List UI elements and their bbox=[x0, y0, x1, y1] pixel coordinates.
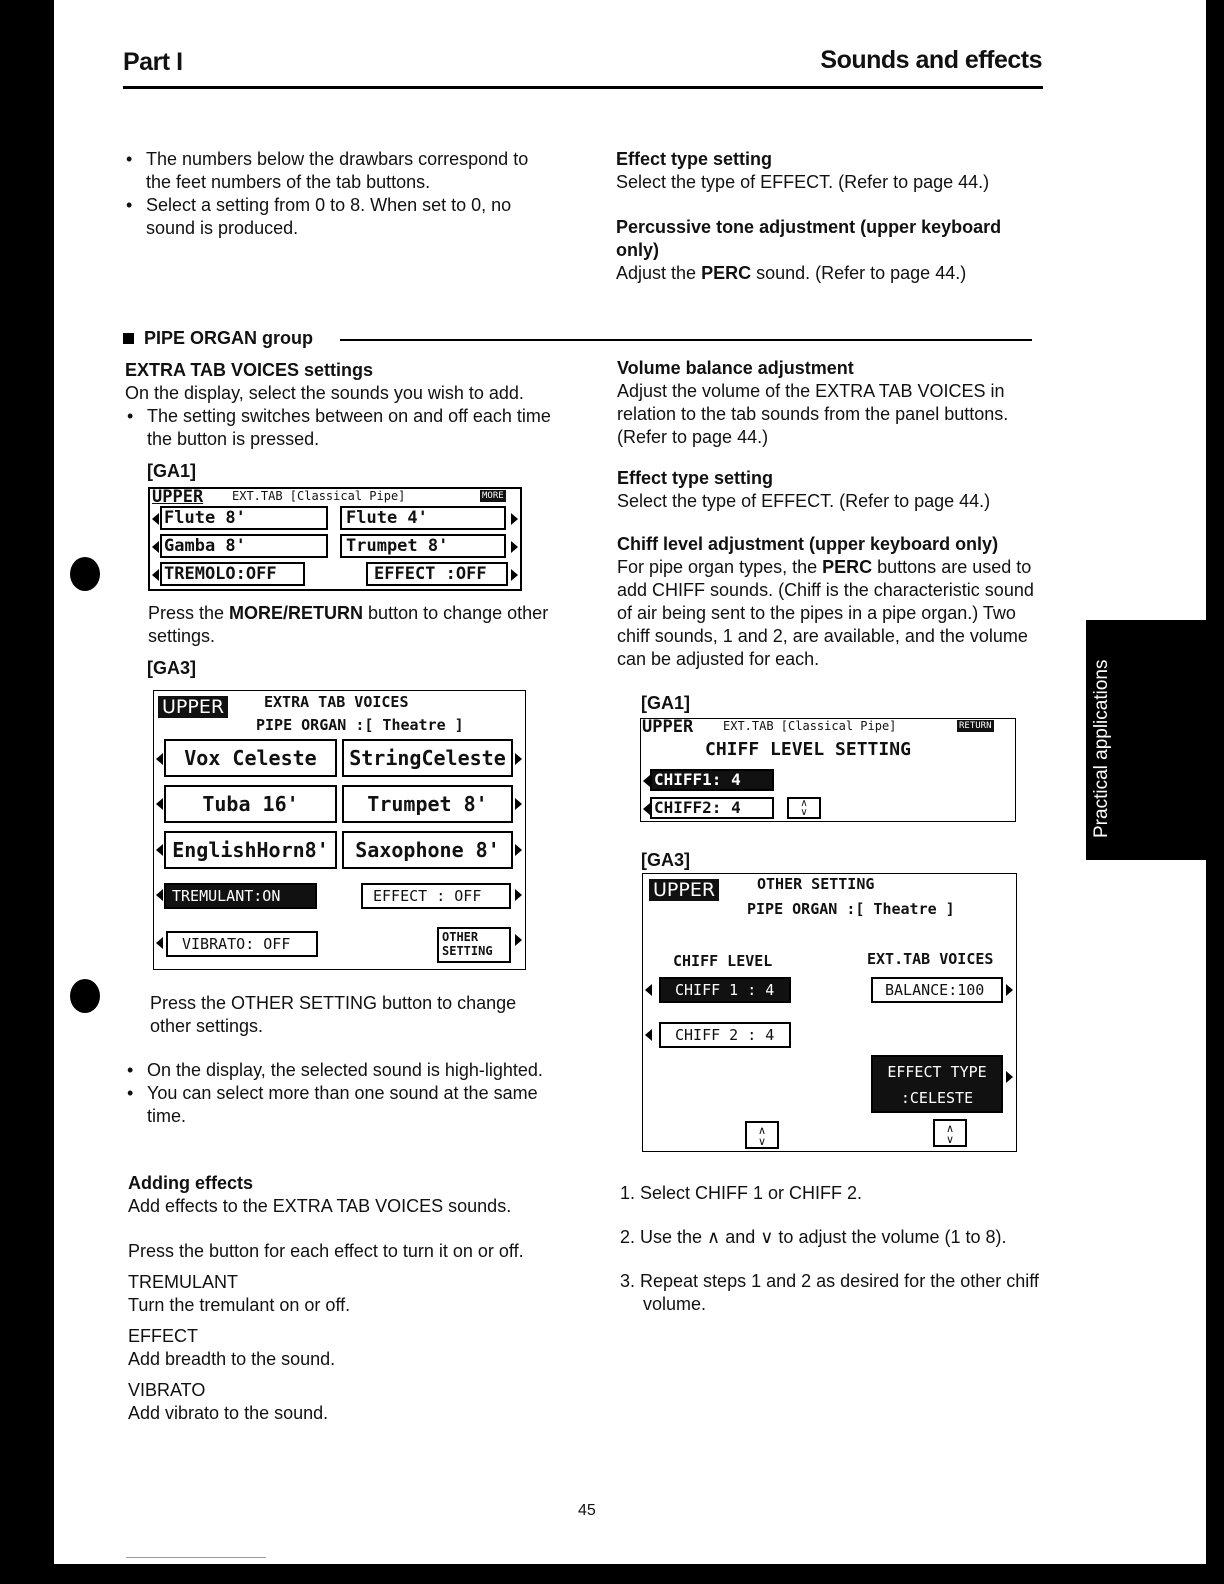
step-item: 2. Use the ∧ and ∨ to adjust the volume (1 to 8). bbox=[620, 1227, 1007, 1247]
effect-text: Select the type of EFFECT. (Refer to page 44.) bbox=[617, 491, 991, 511]
top-left-bullets bbox=[124, 148, 554, 240]
voice-button-vox-celeste[interactable]: Vox Celeste bbox=[164, 739, 337, 777]
lcd-ga3-other-setting bbox=[642, 873, 1017, 1152]
left-arrow-icon bbox=[643, 803, 650, 815]
square-bullet-icon bbox=[123, 333, 134, 344]
bullet-item: • Select a setting from 0 to 8. When set to 0, no sound is produced. bbox=[124, 194, 554, 240]
right-arrow-icon bbox=[1006, 1071, 1013, 1083]
page-frame-right bbox=[1206, 0, 1224, 1584]
chiff-text-b: buttons are used to add CHIFF sounds. (Chiff is the characteristic sound of air being sent to the pipes in a pipe organ.) Two chiff sounds, 1 and 2, are available, and the volume can be adjusted for each. bbox=[617, 557, 1034, 669]
vibrato-term: VIBRATO bbox=[128, 1380, 206, 1400]
page-frame-bottom bbox=[0, 1564, 1224, 1584]
lcd-title: OTHER SETTING bbox=[757, 875, 875, 893]
voice-button-string-celeste[interactable]: StringCeleste bbox=[342, 739, 513, 777]
vol-heading: Volume balance adjustment bbox=[617, 358, 854, 378]
left-arrow-icon bbox=[645, 1029, 652, 1041]
lcd-ext-tab-label: EXT.TAB [Classical Pipe] bbox=[232, 489, 406, 503]
vibrato-button[interactable]: VIBRATO: OFF bbox=[166, 931, 318, 957]
section-rule bbox=[340, 339, 1032, 341]
lcd-ga3-extra-tab bbox=[153, 690, 526, 970]
adding-heading: Adding effects bbox=[128, 1173, 254, 1193]
balance-button[interactable]: BALANCE:100 bbox=[871, 977, 1003, 1003]
press-other-text: Press the OTHER SETTING button to change other settings. bbox=[150, 993, 517, 1036]
top-right-text bbox=[616, 148, 1036, 285]
lcd-upper-label: UPPER bbox=[642, 717, 694, 737]
voice-button-trumpet[interactable]: Trumpet 8' bbox=[340, 534, 506, 558]
lcd-pipe-organ: PIPE ORGAN :[ Theatre ] bbox=[747, 900, 955, 918]
vol-text: Adjust the volume of the EXTRA TAB VOICES in relation to the tab sounds from the panel buttons. (Refer to page 44.) bbox=[617, 381, 1009, 447]
effect-heading: Effect type setting bbox=[616, 149, 773, 169]
extra-tab-intro bbox=[125, 359, 557, 451]
left-arrow-icon bbox=[643, 775, 650, 787]
chiff1-button[interactable]: CHIFF1: 4 bbox=[650, 769, 774, 791]
effect-term: EFFECT bbox=[128, 1326, 198, 1346]
effect-heading: Effect type setting bbox=[617, 468, 774, 488]
other-setting-line2: SETTING bbox=[442, 944, 493, 958]
effect-type-section bbox=[617, 467, 1047, 513]
left-arrow-icon bbox=[152, 513, 159, 525]
press-more-a: Press the bbox=[148, 603, 230, 623]
left-arrow-icon bbox=[645, 984, 652, 996]
volume-balance-section bbox=[617, 357, 1047, 449]
perc-heading: Percussive tone adjustment (upper keyboard only) bbox=[616, 217, 1002, 260]
tremulant-button[interactable]: TREMULANT:ON bbox=[164, 883, 317, 909]
chiff-level-section bbox=[617, 533, 1047, 671]
press-more-b: button to change other settings. bbox=[148, 603, 549, 646]
press-more-bold: MORE/RETURN bbox=[229, 603, 364, 623]
bullet-item: • The numbers below the drawbars correspond to the feet numbers of the tab buttons. bbox=[124, 148, 554, 194]
ga1-label-left: [GA1] bbox=[147, 461, 196, 481]
voice-button-trumpet[interactable]: Trumpet 8' bbox=[342, 785, 513, 823]
perc-text-bold: PERC bbox=[701, 263, 752, 283]
lcd-upper-label: UPPER bbox=[152, 487, 204, 507]
voice-button-saxophone[interactable]: Saxophone 8' bbox=[342, 831, 513, 869]
effect-type-button[interactable] bbox=[871, 1055, 1003, 1113]
lcd-ext-tab-label: EXT.TAB [Classical Pipe] bbox=[723, 719, 897, 733]
side-tab-label: Practical applications bbox=[1091, 659, 1112, 838]
left-arrow-icon bbox=[156, 937, 163, 949]
effect-up-down-button[interactable]: ∧ ∨ bbox=[933, 1119, 967, 1147]
adding-text: Add effects to the EXTRA TAB VOICES sounds. bbox=[128, 1196, 512, 1216]
left-arrow-icon bbox=[152, 569, 159, 581]
bullet-item: • You can select more than one sound at the same time. bbox=[125, 1082, 557, 1128]
section-heading bbox=[123, 328, 313, 349]
right-arrow-icon bbox=[511, 513, 518, 525]
press-more-text bbox=[148, 602, 554, 648]
lcd-ga1-extra-tab bbox=[148, 487, 522, 591]
perc-text-b: sound. (Refer to page 44.) bbox=[751, 263, 967, 283]
effect-button[interactable]: EFFECT :OFF bbox=[366, 562, 508, 586]
right-arrow-icon bbox=[515, 753, 522, 765]
vibrato-def: Add vibrato to the sound. bbox=[128, 1403, 329, 1423]
lcd-title: EXTRA TAB VOICES bbox=[264, 693, 409, 711]
header-title: Sounds and effects bbox=[820, 46, 1042, 74]
chiff-text-a: For pipe organ types, the bbox=[617, 557, 823, 577]
right-arrow-icon bbox=[515, 889, 522, 901]
tremolo-button[interactable]: TREMOLO:OFF bbox=[160, 562, 305, 586]
adding-effects-section bbox=[128, 1172, 558, 1425]
ext-tab-voices-label: EXT.TAB VOICES bbox=[867, 950, 994, 968]
other-setting-line1: OTHER bbox=[442, 930, 479, 944]
effect-text: Select the type of EFFECT. (Refer to page 44.) bbox=[616, 172, 990, 192]
binder-hole-icon bbox=[70, 557, 100, 591]
chiff2-button[interactable]: CHIFF2: 4 bbox=[650, 797, 774, 819]
step-item: 1. Select CHIFF 1 or CHIFF 2. bbox=[620, 1183, 863, 1203]
voice-button-flute-4[interactable]: Flute 4' bbox=[340, 506, 506, 530]
page-number: 45 bbox=[578, 1502, 596, 1519]
chiff-text-bold: PERC bbox=[822, 557, 873, 577]
header-rule bbox=[123, 86, 1043, 89]
chiff-up-down-button[interactable]: ∧ ∨ bbox=[745, 1121, 779, 1149]
page-frame-left bbox=[0, 0, 54, 1584]
left-arrow-icon bbox=[156, 889, 163, 901]
right-arrow-icon bbox=[515, 934, 522, 946]
ga3-label-left: [GA3] bbox=[147, 658, 196, 678]
selection-bullets bbox=[125, 1059, 557, 1128]
lcd-pipe-organ: PIPE ORGAN :[ Theatre ] bbox=[256, 716, 464, 734]
lcd-title: CHIFF LEVEL SETTING bbox=[705, 739, 911, 760]
bottom-rule bbox=[126, 1557, 266, 1558]
tremulant-def: Turn the tremulant on or off. bbox=[128, 1295, 351, 1315]
step-item: 3. Repeat steps 1 and 2 as desired for the other chiff volume. bbox=[620, 1271, 1039, 1314]
ga3-label-right: [GA3] bbox=[641, 850, 690, 870]
section-title: PIPE ORGAN group bbox=[144, 328, 314, 348]
extra-text: On the display, select the sounds you wish to add. bbox=[125, 383, 524, 403]
left-arrow-icon bbox=[156, 798, 163, 810]
right-arrow-icon bbox=[515, 798, 522, 810]
header-part: Part I bbox=[123, 48, 183, 76]
effect-type-line2: :CELESTE bbox=[900, 1089, 974, 1107]
lcd-upper-label: UPPER bbox=[158, 696, 228, 718]
chiff1-button[interactable]: CHIFF 1 : 4 bbox=[659, 977, 791, 1003]
perc-text bbox=[616, 262, 1036, 285]
chiff2-button[interactable]: CHIFF 2 : 4 bbox=[659, 1022, 791, 1048]
chiff-level-label: CHIFF LEVEL bbox=[673, 952, 773, 970]
effect-def: Add breadth to the sound. bbox=[128, 1349, 336, 1369]
bullet-item: • On the display, the selected sound is high-lighted. bbox=[125, 1059, 557, 1082]
other-setting-button[interactable] bbox=[437, 927, 511, 963]
right-arrow-icon bbox=[515, 844, 522, 856]
perc-text-a: Adjust the bbox=[616, 263, 702, 283]
press-each-text: Press the button for each effect to turn it on or off. bbox=[128, 1241, 524, 1261]
voice-button-gamba[interactable]: Gamba 8' bbox=[160, 534, 328, 558]
more-button[interactable]: MORE bbox=[482, 491, 504, 501]
voice-button-tuba[interactable]: Tuba 16' bbox=[164, 785, 337, 823]
left-arrow-icon bbox=[156, 753, 163, 765]
effect-type-line1: EFFECT TYPE bbox=[887, 1063, 987, 1081]
right-arrow-icon bbox=[1006, 984, 1013, 996]
up-down-button[interactable]: ∧ ∨ bbox=[787, 797, 821, 819]
left-arrow-icon bbox=[156, 844, 163, 856]
return-button[interactable]: RETURN bbox=[959, 721, 992, 731]
voice-button-flute-8[interactable]: Flute 8' bbox=[160, 506, 328, 530]
binder-hole-icon bbox=[70, 979, 100, 1013]
steps-list bbox=[620, 1182, 1050, 1316]
effect-button[interactable]: EFFECT : OFF bbox=[361, 883, 511, 909]
bullet-item: • The setting switches between on and off each time the button is pressed. bbox=[125, 405, 557, 451]
left-arrow-icon bbox=[152, 541, 159, 553]
lcd-upper-label: UPPER bbox=[649, 879, 719, 901]
lcd-ga1-chiff-level bbox=[640, 718, 1016, 822]
extra-heading: EXTRA TAB VOICES settings bbox=[125, 360, 374, 380]
tremulant-term: TREMULANT bbox=[128, 1272, 239, 1292]
ga1-label-right: [GA1] bbox=[641, 693, 690, 713]
right-arrow-icon bbox=[511, 569, 518, 581]
voice-button-english-horn[interactable]: EnglishHorn8' bbox=[164, 831, 337, 869]
right-arrow-icon bbox=[511, 541, 518, 553]
chiff-heading: Chiff level adjustment (upper keyboard only) bbox=[617, 534, 999, 554]
